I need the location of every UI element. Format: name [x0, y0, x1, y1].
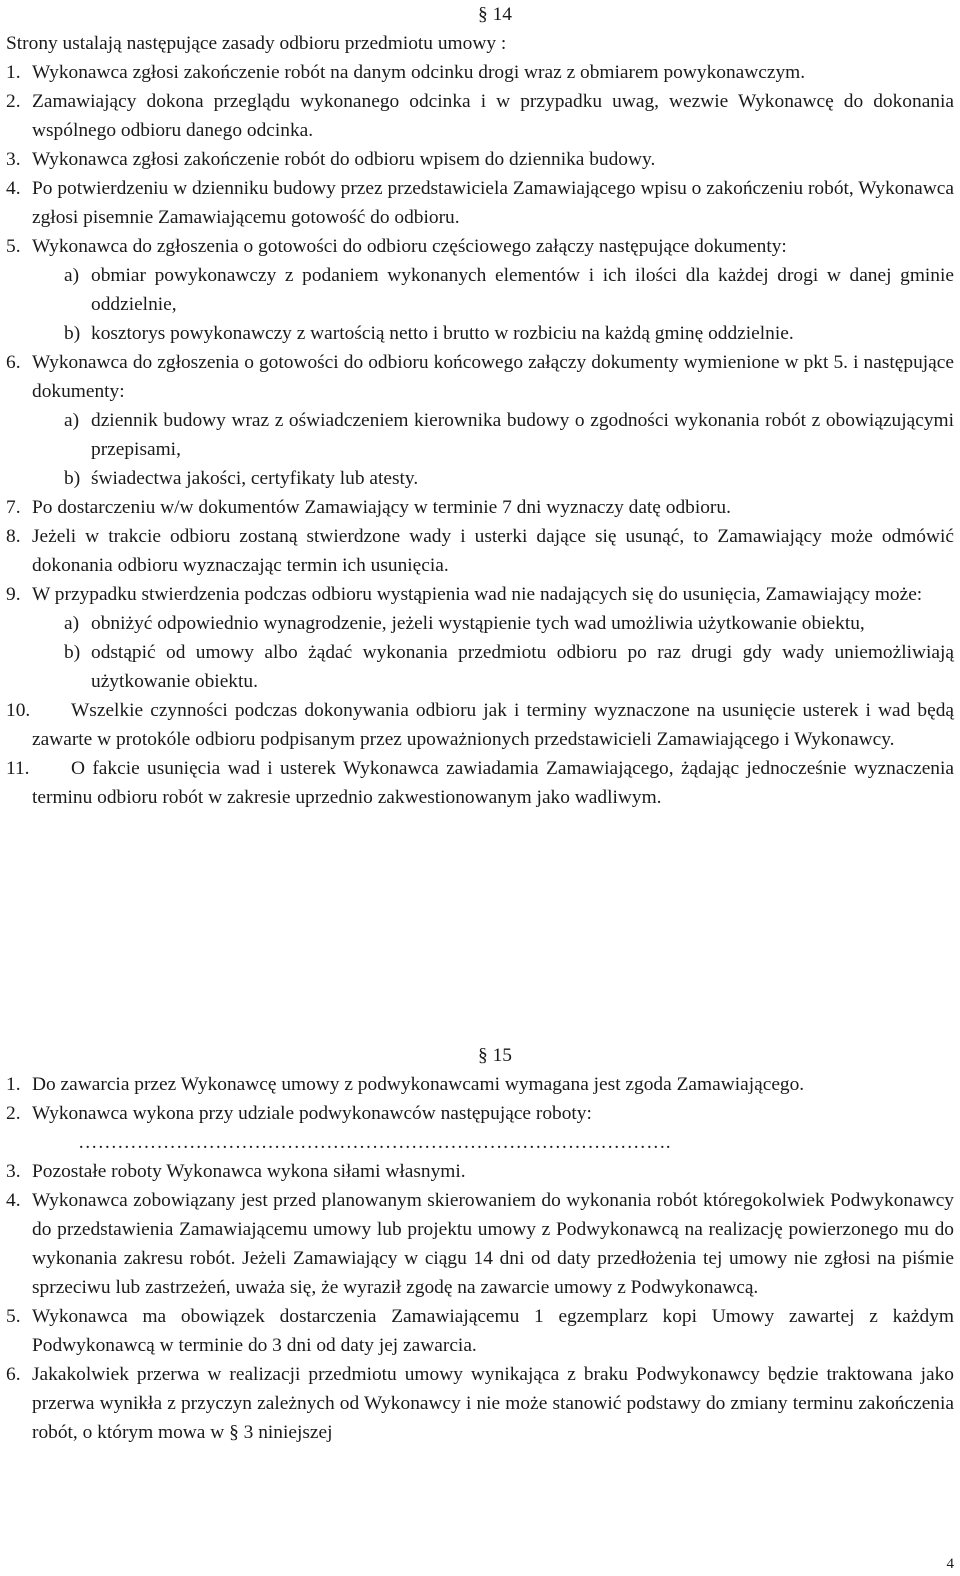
list-item-text: Po potwierdzeniu w dzienniku budowy przez przedstawiciela Zamawiającego wpisu o zakończeniu robót, Wykonawca zgłosi pisemnie Zamawiającemu gotowość do odbioru. — [32, 178, 954, 228]
list-item-text: Wykonawca do zgłoszenia o gotowości do odbioru częściowego załączy następujące dokumenty: — [32, 236, 787, 257]
list-item-text: Jeżeli w trakcie odbioru zostaną stwierdzone wady i usterki dające się usunąć, to Zamawiający może odmówić dokonania odbioru wyznaczając termin ich usunięcia. — [32, 526, 954, 576]
list-item — [0, 348, 960, 406]
sub-list-item — [0, 319, 960, 348]
section-14-intro: Strony ustalają następujące zasady odbioru przedmiotu umowy : — [6, 33, 507, 54]
sub-list-item-text: kosztorys powykonawczy z wartością netto i brutto w rozbiciu na każdą gminę oddzielnie. — [91, 323, 794, 344]
sub-list-item-text: dziennik budowy wraz z oświadczeniem kierownika budowy o zgodności wykonania robót z obowiązującymi przepisami, — [91, 410, 954, 460]
list-item-number: 7. — [6, 497, 21, 518]
list-item-text: Po dostarczeniu w/w dokumentów Zamawiający w terminie 7 dni wyznaczy datę odbioru. — [32, 497, 731, 518]
sub-list-item — [0, 261, 960, 319]
list-item-text: Pozostałe roboty Wykonawca wykona siłami własnymi. — [32, 1161, 466, 1182]
list-item-number: 5. — [6, 1306, 21, 1327]
sub-list-item-text: świadectwa jakości, certyfikaty lub atesty. — [91, 468, 419, 489]
list-item-number: 2. — [6, 1103, 21, 1124]
sub-list-item-text: odstąpić od umowy albo żądać wykonania przedmiotu odbioru po raz drugi gdy wady uniemożliwiają użytkowanie obiektu. — [91, 642, 954, 692]
list-item-text: Zamawiający dokona przeglądu wykonanego odcinka i w przypadku uwag, wezwie Wykonawcę do dokonania wspólnego odbioru danego odcinka. — [32, 91, 954, 141]
list-item-text: Jakakolwiek przerwa w realizacji przedmiotu umowy wynikająca z braku Podwykonawcy będzie traktowana jako przerwa wynikła z przyczyn zależnych od Wykonawcy i nie może stanowić podstawy do zmiany terminu zakończenia robót, o którym mowa w § 3 niniejszej — [32, 1364, 954, 1443]
list-item-number: 10. — [6, 700, 31, 721]
list-item-number: 11. — [6, 758, 30, 779]
list-item — [0, 754, 960, 812]
list-item — [0, 1302, 960, 1360]
list-item — [0, 522, 960, 580]
section-15-heading: § 15 — [478, 1045, 512, 1066]
list-item-text: Wykonawca zgłosi zakończenie robót na danym odcinku drogi wraz z obmiarem powykonawczym. — [32, 62, 806, 83]
list-item-text: Wykonawca zgłosi zakończenie robót do odbioru wpisem do dziennika budowy. — [32, 149, 656, 170]
sub-list-item-text: obmiar powykonawczy z podaniem wykonanych elementów i ich ilości dla każdej drogi w danej gminie oddzielnie, — [91, 265, 954, 315]
sub-list-item-text: obniżyć odpowiednio wynagrodzenie, jeżeli wystąpienie tych wad umożliwia użytkowanie obiektu, — [91, 613, 865, 634]
page-number: 4 — [946, 1556, 954, 1572]
list-item-text: Wszelkie czynności podczas dokonywania odbioru jak i terminy wyznaczone na usunięcie usterek i wad będą zawarte w protokóle odbioru podpisanym przez upoważnionych przedstawicieli Zamawiającego i Wykonawcy. — [32, 700, 954, 750]
sub-list-item-letter: a) — [64, 410, 80, 431]
section-15 — [0, 1041, 960, 1447]
list-item-number: 8. — [6, 526, 21, 547]
sub-list-item — [0, 406, 960, 464]
sub-list-item — [0, 638, 960, 696]
list-item — [0, 174, 960, 232]
list-item-number: 1. — [6, 1074, 21, 1095]
list-item-number: 6. — [6, 1364, 21, 1385]
list-item — [0, 1099, 960, 1128]
list-item — [0, 580, 960, 609]
sub-list-item — [0, 464, 960, 493]
sub-list-item-letter: b) — [64, 642, 81, 663]
list-item-text: Wykonawca zobowiązany jest przed planowanym skierowaniem do wykonania robót któregokolwiek Podwykonawcy do przedstawienia Zamawiającemu umowy lub projektu umowy z Podwykonawcą na realizację powierzonego mu do wykonania zakresu robót. Jeżeli Zamawiający w ciągu 14 dni od daty przedłożenia tej umowy nie zgłosi na piśmie sprzeciwu lub zastrzeżeń, uważa się, że wyraził zgodę na zawarcie umowy z Podwykonawcą. — [32, 1190, 954, 1298]
list-item — [0, 1360, 960, 1447]
section-14-list — [0, 58, 960, 812]
section-14-heading: § 14 — [478, 4, 512, 25]
sub-list-item — [0, 609, 960, 638]
list-item — [0, 493, 960, 522]
list-item-number: 6. — [6, 352, 21, 373]
list-item-text: Wykonawca ma obowiązek dostarczenia Zamawiającemu 1 egzemplarz kopi Umowy zawartej z każdym Podwykonawcą w terminie do 3 dni od daty jej zawarcia. — [32, 1306, 954, 1356]
list-item-number: 1. — [6, 62, 21, 83]
list-item-text: Do zawarcia przez Wykonawcę umowy z podwykonawcami wymagana jest zgoda Zamawiającego. — [32, 1074, 805, 1095]
section-15-list — [0, 1070, 960, 1447]
list-item-text: Wykonawca do zgłoszenia o gotowości do odbioru końcowego załączy dokumenty wymienione w pkt 5. i następujące dokumenty: — [32, 352, 954, 402]
sub-list-item-letter: a) — [64, 265, 80, 286]
list-item-text: O fakcie usunięcia wad i usterek Wykonawca zawiadamia Zamawiającego, żądając jednocześnie wyznaczenia terminu odbioru robót w zakresie uprzednio zakwestionowanym jako wadliwym. — [32, 758, 954, 808]
list-item — [0, 1186, 960, 1302]
list-item-number: 9. — [6, 584, 21, 605]
list-item-number: 4. — [6, 178, 21, 199]
list-item-number: 5. — [6, 236, 21, 257]
list-item-text: Wykonawca wykona przy udziale podwykonawców następujące roboty: — [32, 1103, 592, 1124]
list-item — [0, 145, 960, 174]
list-item-number: 3. — [6, 149, 21, 170]
sub-list-item-letter: a) — [64, 613, 80, 634]
dotted-placeholder-line: ………………………………………………………………………………. — [78, 1132, 671, 1153]
list-item — [0, 696, 960, 754]
list-item — [0, 1070, 960, 1099]
list-item — [0, 87, 960, 145]
list-item — [0, 58, 960, 87]
sub-list-item-letter: b) — [64, 323, 81, 344]
list-item-number: 4. — [6, 1190, 21, 1211]
list-item-text: W przypadku stwierdzenia podczas odbioru wystąpienia wad nie nadających się do usunięcia, Zamawiający może: — [32, 584, 923, 605]
list-item — [0, 1157, 960, 1186]
sub-list-item-letter: b) — [64, 468, 81, 489]
list-item-number: 3. — [6, 1161, 21, 1182]
list-item — [0, 232, 960, 261]
list-item-number: 2. — [6, 91, 21, 112]
